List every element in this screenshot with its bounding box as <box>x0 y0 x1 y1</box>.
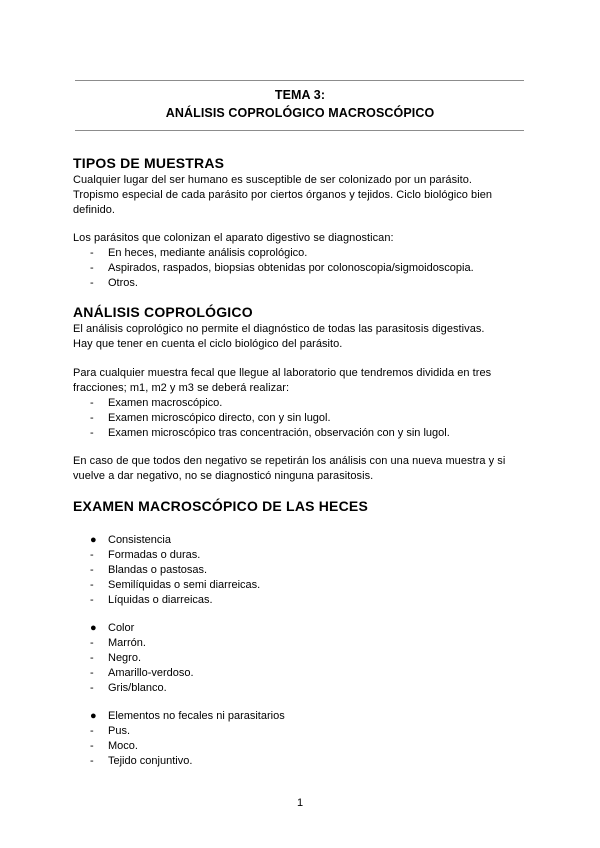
list-item <box>90 261 474 276</box>
paragraph-tipos-2 <box>73 231 533 246</box>
text-line: Hay que tener en cuenta el ciclo biológico del parásito. <box>73 338 343 351</box>
dash-marker: - <box>90 262 94 274</box>
bullet-item <box>90 621 134 636</box>
bullet-item-text: Color <box>108 622 135 634</box>
list-item <box>90 578 260 593</box>
text-line: Tropismo especial de cada parásito por ciertos órganos y tejidos. Ciclo biológico bien <box>73 189 493 202</box>
paragraph-tipos-1 <box>73 173 533 219</box>
page-title-line-1: TEMA 3: <box>274 88 326 102</box>
page-number: 1 <box>296 797 304 809</box>
section-heading-tipos: TIPOS DE MUESTRAS <box>73 155 225 171</box>
list-item <box>90 276 138 291</box>
list-item <box>90 724 130 739</box>
section-heading-examen: EXAMEN MACROSCÓPICO DE LAS HECES <box>73 498 368 514</box>
dash-marker: - <box>90 740 94 752</box>
list-item-text: En heces, mediante análisis coprológico. <box>108 247 308 259</box>
list-item-text: Examen macroscópico. <box>108 397 223 409</box>
list-item <box>90 666 194 681</box>
dash-marker: - <box>90 725 94 737</box>
text-line: definido. <box>73 204 116 217</box>
top-rule <box>75 80 524 81</box>
bullet-item <box>90 533 171 548</box>
list-item <box>90 411 331 426</box>
paragraph-analisis-3 <box>73 454 533 484</box>
dash-marker: - <box>90 564 94 576</box>
bullet-marker: ● <box>90 534 97 546</box>
list-item <box>90 246 307 261</box>
dash-marker: - <box>90 412 94 424</box>
list-item-text: Otros. <box>108 277 138 289</box>
text-line: En caso de que todos den negativo se repetirán los análisis con una nueva muestra y si <box>73 455 506 467</box>
list-item-text: Formadas o duras. <box>108 549 201 561</box>
section-heading-analisis: ANÁLISIS COPROLÓGICO <box>73 304 253 320</box>
list-item-text: Marrón. <box>108 637 146 649</box>
text-line: fracciones; m1, m2 y m3 se deberá realizar: <box>73 382 290 395</box>
page-title-line-2: ANÁLISIS COPROLÓGICO MACROSCÓPICO <box>165 106 435 120</box>
dash-marker: - <box>90 549 94 561</box>
dash-marker: - <box>90 397 94 409</box>
dash-marker: - <box>90 277 94 289</box>
list-item <box>90 563 207 578</box>
dash-marker: - <box>90 594 94 606</box>
text-line: Cualquier lugar del ser humano es susceptible de ser colonizado por un parásito. <box>73 174 473 186</box>
list-item-text: Gris/blanco. <box>108 682 167 694</box>
paragraph-analisis-1 <box>73 322 533 352</box>
text-line: Para cualquier muestra fecal que llegue al laboratorio que tendremos dividida en tres <box>73 367 492 379</box>
list-item-text: Blandas o pastosas. <box>108 564 208 576</box>
list-item-text: Líquidas o diarreicas. <box>108 594 213 606</box>
bullet-item-text: Elementos no fecales ni parasitarios <box>108 710 285 722</box>
dash-marker: - <box>90 427 94 439</box>
dash-marker: - <box>90 637 94 649</box>
list-item-text: Negro. <box>108 652 142 664</box>
list-item <box>90 651 141 666</box>
bullet-marker: ● <box>90 622 97 634</box>
bullet-item-text: Consistencia <box>108 534 171 546</box>
list-item <box>90 548 200 563</box>
list-item <box>90 739 138 754</box>
list-item <box>90 681 167 696</box>
dash-marker: - <box>90 667 94 679</box>
text-line: vuelve a dar negativo, no se diagnosticó ninguna parasitosis. <box>73 470 374 483</box>
list-item-text: Examen microscópico tras concentración, observación con y sin lugol. <box>108 427 450 439</box>
dash-marker: - <box>90 247 94 259</box>
list-item-text: Semilíquidas o semi diarreicas. <box>108 579 261 591</box>
list-item <box>90 754 192 769</box>
dash-marker: - <box>90 682 94 694</box>
list-item-text: Tejido conjuntivo. <box>108 755 193 767</box>
text-line: El análisis coprológico no permite el diagnóstico de todas las parasitosis digestivas. <box>73 323 485 335</box>
list-item-text: Aspirados, raspados, biopsias obtenidas por colonoscopia/sigmoidoscopia. <box>108 262 474 274</box>
paragraph-analisis-2 <box>73 366 533 396</box>
list-item-text: Amarillo-verdoso. <box>108 667 194 679</box>
list-item <box>90 593 213 608</box>
list-item-text: Moco. <box>108 740 138 752</box>
list-item <box>90 636 146 651</box>
dash-marker: - <box>90 755 94 767</box>
list-item <box>90 396 222 411</box>
list-item-text: Pus. <box>108 725 131 737</box>
dash-marker: - <box>90 579 94 591</box>
list-item-text: Examen microscópico directo, con y sin lugol. <box>108 412 331 424</box>
bullet-item <box>90 709 285 724</box>
list-item <box>90 426 450 441</box>
dash-marker: - <box>90 652 94 664</box>
text-line: Los parásitos que colonizan el aparato digestivo se diagnostican: <box>73 232 394 244</box>
bullet-marker: ● <box>90 710 97 722</box>
bottom-rule <box>75 130 524 131</box>
